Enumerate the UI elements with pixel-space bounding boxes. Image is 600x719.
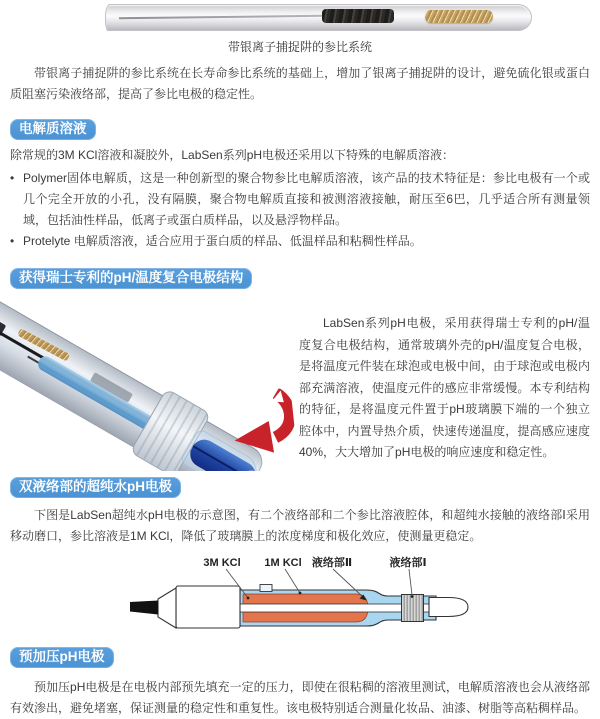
list-item <box>10 168 590 231</box>
section-title-patent: 获得瑞士专利的pH/温度复合电极结构 <box>10 268 252 289</box>
diagram-junction-sleeve <box>402 595 424 622</box>
patent-paragraph: LabSen系列pH电极，采用获得瑞士专利的pH/温度复合电极结构，通常玻璃外壳的pH/温度复合电极，是将温度元件装在球泡或电极中间，由于球泡或电极内部充满溶液，使温度元件的感应非常缓慢。本专利结构的特征，是将温度元件置于pH玻璃膜下端的一个独立腔体中，内置导热介质，快速传递温度，提高感应速度40%，大大增加了pH电极的响应速度和稳定性。 <box>299 316 590 459</box>
bullet-icon: • <box>10 171 15 185</box>
electrolyte-bullet-list <box>10 168 590 252</box>
section-title-prepressure: 预加压pH电极 <box>10 647 114 668</box>
diagram-label-3m-kcl: 3M KCl <box>203 557 241 569</box>
red-curved-arrow-icon <box>221 388 295 461</box>
diagram-label-junction-2: 液络部Ⅱ <box>311 557 353 569</box>
list-item <box>10 231 590 252</box>
prepressure-paragraph: 预加压pH电极是在电极内部预先填充一定的压力，即使在很粘稠的溶液里测试，电解质溶液也会从液络部有效渗出，避免堵塞，保证测量的稳定性和重复性。该电极特别适合测量化妆品、油漆、树脂等高粘稠样品。 <box>10 680 590 715</box>
diagram-taper <box>158 588 176 628</box>
ultrapure-electrode-diagram <box>118 553 598 641</box>
bullet-icon: • <box>10 234 15 248</box>
ultrapure-paragraph: 下图是LabSen超纯水pH电极的示意图，有二个液络部和二个参比溶液腔体，和超纯水接触的液络部Ⅰ采用移动磨口，参比溶液是1M KCl，降低了玻璃膜上的浓度梯度和极化效应，使测量更稳定。 <box>10 508 590 543</box>
diagram-bulb <box>429 598 468 617</box>
bullet-text-protelyte: Protelyte 电解质溶液，适合应用于蛋白质的样品、低温样品和粘稠性样品。 <box>23 234 422 248</box>
electrode-tip-photo <box>0 299 295 471</box>
silver-trap-photo <box>105 4 532 31</box>
diagram-cable <box>130 601 158 615</box>
diagram-body-cylinder <box>176 586 240 628</box>
bullet-text-polymer: Polymer固体电解质，这是一种创新型的聚合物参比电解质溶液，该产品的技术特征是：参比电极有一个或几个完全开放的小孔，没有隔膜，聚合物电解质直接和被测溶液接触，耐压至6巴，几乎适合所有测量领域，包括油性样品，低离子或蛋白质样品，以及悬浮物样品。 <box>23 171 590 227</box>
diagram-label-junction-1: 液络部Ⅰ <box>389 557 427 569</box>
section-title-ultrapure: 双液络部的超纯水pH电极 <box>10 477 181 498</box>
dark-reference-segment <box>322 9 394 23</box>
silver-ion-trap-coil <box>425 10 493 23</box>
diagram-label-1m-kcl: 1M KCl <box>264 557 302 569</box>
diagram-fill-port <box>260 585 272 592</box>
section-title-electrolyte: 电解质溶液 <box>10 119 96 140</box>
figure-caption: 带银离子捕捉阱的参比系统 <box>227 40 372 54</box>
intro-paragraph: 带银离子捕捉阱的参比系统在长寿命参比系统的基础上，增加了银离子捕捉阱的设计，避免硫化银或蛋白质阻塞污染液络部，提高了参比电极的稳定性。 <box>10 66 590 101</box>
electrolyte-lead: 除常规的3M KCl溶液和凝胶外，LabSen系列pH电极还采用以下特殊的电解质溶液： <box>10 148 455 162</box>
